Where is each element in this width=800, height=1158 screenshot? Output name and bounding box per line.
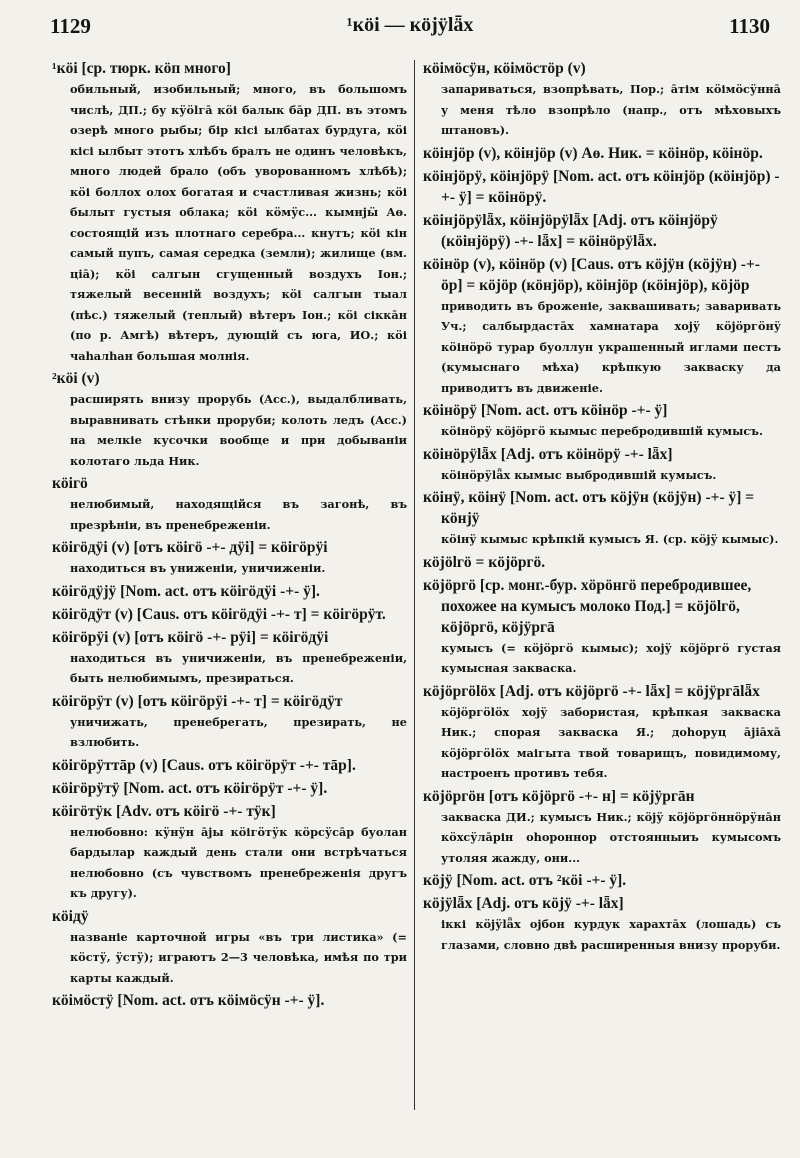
entry-headword: ¹кöі [ср. тюрк. кöп много]: [52, 60, 231, 77]
dictionary-entry: [423, 487, 781, 550]
entry-headword: кöігöрӱі (v) [отъ кöігö -+- рӱі] = кöігöдӱі: [52, 628, 329, 646]
entry-headword: кöінjöрӱlǟх, кöінjöрӱlǟх [Adj. отъ кöінjöрӱ (кöінjöрӱ) -+- lǟх] = кöінöрӱlǟх.: [423, 211, 718, 250]
dictionary-entry: [423, 786, 781, 869]
dictionary-entry: [423, 400, 781, 442]
entry-definition: кöінöрӱ кöjöргö кымыс перебродившій кумысъ.: [441, 424, 763, 438]
dictionary-entry: [52, 537, 407, 579]
dictionary-entry: [423, 254, 781, 399]
dictionary-entry: [52, 627, 407, 689]
entry-headword: кöігöтӱк [Adv. отъ кöігö -+- тӱк]: [52, 802, 276, 820]
entry-headword: кöігöрӱтӱ [Nom. act. отъ кöігöрӱт -+- ӱ].: [52, 779, 328, 797]
entry-headword: кöінӱ, кöінӱ [Nom. act. отъ кöjӱн (кöjӱн) -+- ӱ] = кöнjӱ: [423, 489, 755, 527]
dictionary-entry: [423, 870, 781, 891]
entry-headword: кöімöстӱ [Nom. act. отъ кöімöсӱн -+- ӱ].: [52, 992, 325, 1009]
entry-definition: обильный, изобильный; много, въ большомъ числѣ, ДП.; бу кӱölгā кöі балык бāр ДП. въ этомъ озерѣ много рыбы; бір кісі ылбатах бурдуга, кöі кісі ылбыт этотъ хлѣбъ бралъ не одинъ человѣкъ, много людей брало (объ уворованномъ хлѣбѣ); кöі боллох олох богатая и счастливая жизнь; кöі былыт густыя облака; кöі кӧмӱс... кымнjӹ Аө. состоящій изъ плотнаго серебра... кнутъ; кöі кін самый пупъ, самая середка (земли); жилище (вм. цiā); кöі салгын сгущенный воздухъ Іон.; тяжелый весенній воздухъ; кöі салгын тыал (пѣс.) тяжелый (теплый) вѣтеръ Іон.; кöі сіккāн (по р. Амгѣ) вѣтеръ, дующій съ юга, ИО.; кöі чаhалhан большая молнія.: [70, 82, 407, 363]
dictionary-entry: [423, 681, 781, 784]
entry-headword: кöігöрӱт (v) [отъ кöігöрӱі -+- т] = кöігöдӱт: [52, 692, 343, 710]
entry-definition: приводить въ броженіе, заквашивать; заваривать Уч.; салбырдастāх хамнатара хоjӱ кöjöргöнӱ кöінöрö турар буоллун украшенный иглами пестъ (кумыснаго мѣха) крѣпкую закваску да приводитъ въ движеніе.: [441, 298, 781, 395]
dictionary-entry: [52, 368, 407, 471]
dictionary-entry: [52, 581, 407, 602]
entry-headword: кöінöрӱlǟх [Adj. отъ кöінöрӱ -+- lǟх]: [423, 445, 673, 463]
entry-headword: ²кöі (v): [52, 370, 100, 387]
entry-headword: кöінjöр (v), кöінjöр (v) Аө. Ник. = кöінöр, кöінöр.: [423, 144, 763, 162]
entry-definition: кумысъ (= кöjöргö кымыс); хоjӱ кöjöргö густая кумысная закваска.: [441, 640, 781, 675]
page-number-right: 1130: [729, 14, 770, 38]
dictionary-entry: [423, 552, 781, 573]
entry-definition: кöjöргölöх хоjӱ забористая, крѣпкая закваска Ник.; спорая закваска Я.; доhоруц ājiāxā кöjöргölöх маігыта твой товарищъ, повидимому, настроенъ противъ тебя.: [441, 704, 781, 780]
dictionary-entry: [423, 444, 781, 486]
dictionary-entry: [52, 778, 407, 799]
dictionary-entry: [423, 893, 781, 955]
entry-definition: уничижать, пренебрегать, презирать, не взлюбить.: [70, 714, 407, 749]
entry-definition: ікκі кöjӱlǟх оjбон курдук харахтāх (лошадь) съ глазами, словно двѣ расширенныя внизу проруби.: [441, 917, 781, 952]
entry-headword: кöінjöрӱ, кöінjöрӱ [Nom. act. отъ кöінjöр (кöінjöр) -+- ӱ] = кöінöрӱ.: [423, 167, 780, 206]
entry-definition: кöінöрӱlǟх кымыс выбродившій кумысъ.: [441, 467, 717, 482]
entry-headword: кöjöргölöх [Adj. отъ кöjöргö -+- lǟх] = кöjӱргālǟх: [423, 682, 760, 700]
entry-definition: нелюбимый, находящійся въ загонѣ, въ презрѣніи, въ пренебреженіи.: [70, 497, 407, 532]
entry-headword: кöімöсӱн, кöімöстöр (v): [423, 60, 586, 77]
dictionary-entry: [52, 990, 407, 1011]
dictionary-entry: [52, 691, 407, 753]
dictionary-entry: [52, 58, 407, 366]
dictionary-entry: [52, 604, 407, 625]
entry-definition: нелюбовно: кӱнӱн ājы кöігöтӱк кöрсӱсāр буолан бардылар каждый день стали они встрѣчаться нелюбовно (съ чувствомъ пренебреженія другъ къ другу).: [70, 824, 407, 900]
entry-headword: кöjӱlǟх [Adj. отъ кöjӱ -+- lǟх]: [423, 895, 624, 912]
entry-headword: кöігöдӱт (v) [Caus. отъ кöігöдӱі -+- т] = кöігöрӱт.: [52, 605, 386, 623]
entry-headword: кöjölгö = кöjöргö.: [423, 553, 546, 571]
entry-headword: кöігöдӱі (v) [отъ кöігö -+- дӱі] = кöігöрӱі: [52, 539, 328, 556]
entry-definition: кöінӱ кымыс крѣпкій кумысъ Я. (ср. кöjӱ кымыс).: [441, 532, 779, 546]
entry-headword: кöідӱ: [52, 907, 89, 925]
dictionary-entry: [423, 143, 781, 164]
entry-headword: кöjöргöн [отъ кöjöргö -+- н] = кöjӱргāн: [423, 787, 695, 805]
entry-headword: кöjӱ [Nom. act. отъ ²кöі -+- ӱ].: [423, 872, 627, 889]
entry-definition: названіе карточной игры «въ три листика» (= кöстӱ, ӱстӱ); играютъ 2—3 человѣка, имѣя по три карты каждый.: [70, 929, 407, 985]
entry-definition: расширять внизу прорубь (Acc.), выдалбливать, выравнивать стѣнки проруби; колоть ледъ (Acc.) на мелкіе кусочки вообще и при добываніи колотаго льда Ник.: [70, 392, 407, 468]
dictionary-entry: [52, 801, 407, 904]
right-column: [423, 58, 781, 957]
dictionary-entry: [52, 473, 407, 535]
entry-headword: кöінöрӱ [Nom. act. отъ кöінöр -+- ӱ]: [423, 402, 668, 419]
page-number-left: 1129: [50, 14, 91, 38]
left-column: [52, 58, 407, 1013]
entry-definition: находиться въ уничиженіи, въ пренебреженіи, быть нелюбимымъ, презираться.: [70, 650, 407, 685]
entry-headword: кöігö: [52, 475, 88, 492]
dictionary-entry: [52, 906, 407, 989]
entry-headword: кöігöдӱjӱ [Nom. act. отъ кöігöдӱі -+- ӱ].: [52, 582, 320, 600]
dictionary-entry: [423, 58, 781, 141]
entry-headword: кöінöр (v), кöінöр (v) [Caus. отъ кöjӱн (кöjӱн) -+- öр] = кöjöр (кöнjöр), кöінjöр (кöінjöр), кöjöр: [423, 255, 760, 294]
running-title: ¹кöі — кöjӱlǟх: [346, 14, 474, 36]
column-divider: [414, 60, 415, 1110]
dictionary-entry: [423, 166, 781, 208]
entry-definition: закваска ДИ.; кумысъ Ник.; кöjӱ кöjöргöннöрӱнāн кöхсӱлāрін оhоронноp отстоянныиъ кумысомъ утоляя жажду, они...: [441, 809, 781, 865]
entry-headword: кöjöргö [ср. монг.-бур. хöрöнгö перебродившее, похожее на кумысъ молоко Под.] = кöjölгö, кöjöргö, кöjӱргā: [423, 576, 752, 636]
dictionary-entry: [52, 755, 407, 776]
page-header: [50, 14, 770, 42]
entry-definition: находиться въ униженіи, уничиженіи.: [70, 561, 326, 575]
entry-definition: запариваться, взопрѣвать, Пор.; āтім кöімöсӱннā у меня тѣло взопрѣло (напр., отъ мѣховыхъ штановъ).: [441, 82, 781, 137]
dictionary-entry: [423, 575, 781, 679]
dictionary-entry: [423, 210, 781, 252]
entry-headword: кöігöрӱттāр (v) [Caus. отъ кöігöрӱт -+- тāр].: [52, 756, 356, 774]
